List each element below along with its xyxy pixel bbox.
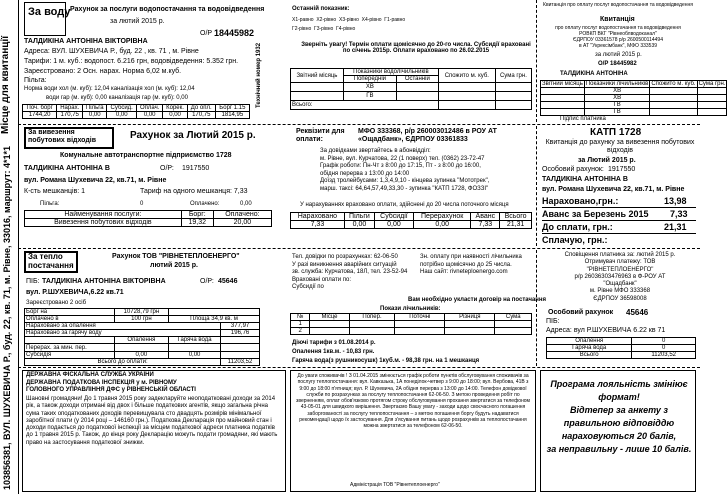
cell: Субсид. xyxy=(107,105,137,112)
cell: 11203,52 xyxy=(221,359,260,366)
trash-paid-label: Оплачено: xyxy=(190,201,220,207)
cell: Борг на xyxy=(25,309,115,316)
cell: 100 грн xyxy=(114,316,168,323)
cell: 0 xyxy=(632,338,696,345)
cell: Опалення xyxy=(114,337,168,344)
trash-calc-table xyxy=(290,212,532,229)
trash-calc-note: У нарахуваннях враховано оплати, здійснені до 20 числа поточного місяця xyxy=(300,202,509,208)
trash-account-label: О/Р: xyxy=(160,165,174,172)
heat-right-address: Адреса: вул Р.ШУХЕВИЧА 6.22 кв 71 xyxy=(546,327,666,334)
water-right-lines: про оплату послуг водопостачання та водовідведення РОВКП ВКГ "Рівнеоблводоканал" ЄДРПОУ 03361578 р/р 2600500114494 в АТ "Укрексімбанк", МФО 333539 xyxy=(555,25,681,49)
cell: 0,00 xyxy=(114,352,168,359)
cell: 0,00 xyxy=(413,221,471,229)
cell: 196,76 xyxy=(221,330,260,337)
water-heading: Рахунок за послуги водопостачання та водовідведення xyxy=(70,6,265,13)
heat-address: вул. Р.ШУХЕВИЧА,6.22 кв.71 xyxy=(26,289,124,296)
heat-title-block: За тепло постачання xyxy=(28,252,74,270)
trash-company: Комунальне автотранспортне підприємство 1728 xyxy=(60,152,232,159)
cell: 19,32 xyxy=(181,219,213,227)
water-norm-cold: Норма води хол (м. куб): 12,04 каналізація хол (м. куб): 12,04 xyxy=(24,86,195,92)
receipt-place-label: Місце для квитанції xyxy=(0,36,11,135)
cell: ГВ xyxy=(584,102,649,109)
water-signature: Підпис платника xyxy=(560,116,606,122)
water-name: ТАЛДИКІНА АНТОНІНА ВІКТОРІВНА xyxy=(24,38,148,45)
trash-account: 1917550 xyxy=(182,165,210,172)
trash-benefit-val: 0 xyxy=(140,201,144,207)
cell: Поч. борг xyxy=(23,105,57,112)
heat-heading: Рахунок ТОВ "РІВНЕТЕПЛОЕНЕРГО" xyxy=(112,253,240,260)
cell: 1 xyxy=(291,321,310,328)
cell: 0 xyxy=(632,345,696,352)
cell: Всього до оплати: xyxy=(25,359,221,366)
water-account-label: О/Р xyxy=(200,30,213,37)
heat-period: лютий 2015 р. xyxy=(150,262,198,269)
water-balance-table xyxy=(22,104,250,119)
vertical-address: 103856381, ВУЛ. ШУХЕВИЧА Р., буд. 22, кв. 71, м. Рівне, 33016, маршрут: 4*1*1 xyxy=(2,146,12,490)
cell: 0,00 xyxy=(107,112,137,119)
heat-table xyxy=(24,308,260,366)
cell: Перерах. за мин. пер. xyxy=(25,344,115,352)
trash-topay-label: До сплати, грн.: xyxy=(542,222,613,232)
cell: Останній xyxy=(396,76,438,83)
cell: 7,33 xyxy=(291,221,345,229)
cell: Поточні xyxy=(395,314,445,321)
trash-rekv-bank: МФО 333368, р/р 260003012486 в РОУ АТ «Ощадбанк», ЄДРПОУ 03361833 xyxy=(358,128,497,143)
water-tariff: Тарифи: 1 м. куб.: водопост. 6.216 грн, водовідведення: 5.352 грн. xyxy=(24,58,239,65)
heat-meter-title: Вам необхідно укласти договір на постачання xyxy=(408,297,547,303)
cell: До опл. xyxy=(187,105,215,112)
trash-rekv-label: Реквізити для оплати: xyxy=(296,128,345,143)
cell: № xyxy=(291,314,310,321)
cell: Оплачено: xyxy=(213,211,271,219)
cell: Різниця xyxy=(445,314,495,321)
cell: Звітний місяць xyxy=(291,69,344,83)
tax-header: ДЕРЖАВНА ФІСКАЛЬНА СЛУЖБА УКРАЇНИ ДЕРЖАВНА ПОДАТКОВА ІНСПЕКЦІЯ у м. РІВНОМУ ГОЛОВНОГО УПРАВЛІННЯ ДФС у РІВНЕНСЬКІЙ ОБЛАСТІ xyxy=(26,372,196,393)
trash-table xyxy=(24,210,272,227)
tech-code: Технічний номер 1932 xyxy=(256,42,262,108)
cell: Субсидії xyxy=(375,213,414,221)
cell: 21,31 xyxy=(500,221,532,229)
heat-name: ТАЛДИКІНА АНТОНІНА ВІКТОРІВНА xyxy=(42,278,166,285)
cell: Аванс xyxy=(471,213,500,221)
cell: Найменування послуги: xyxy=(25,211,182,219)
heat-meter-table xyxy=(290,313,532,335)
water-right-name: ТАЛДИКІНА АНТОНІНА xyxy=(560,71,628,77)
trash-heading: Рахунок за Лютий 2015 р. xyxy=(130,130,256,141)
promo-text: Програма лояльність змініює формат! Відтепер за анкету з правильною відповіддю нараховуються 20 балів, за неправильну - лише 10 балів. xyxy=(546,379,692,454)
cell: 10728,79 грн xyxy=(114,309,168,316)
heat-registered: Зареєстровано 2 осіб xyxy=(26,300,87,306)
water-right-header: Квитанція про оплату послуг водопостачання та водовідведення xyxy=(543,2,693,8)
trash-name: ТАЛДИКІНА АНТОНІНА В xyxy=(24,165,110,172)
heat-tariff-line: Діючі тарифи з 01.08.2014 р. xyxy=(292,340,376,346)
trash-right-period: за Лютий 2015 р. xyxy=(578,157,636,164)
cell: Пільга xyxy=(83,105,107,112)
heat-mid-lines: Тел. довідки по розрахунках: 62-06-50 У разі виникнення аварійних ситуацій зв. служба: Курчатова, 18Л, тел. 23-52-94 Враховані оплати по: Субсидії по xyxy=(292,254,408,290)
cell: Корек. xyxy=(163,105,187,112)
cell: Нараховано за опалення xyxy=(25,323,221,330)
trash-paying-label: Сплачую, грн.: xyxy=(542,235,608,245)
cell: Нараховано за гарячу воду xyxy=(25,330,221,337)
cell: Перерахунок xyxy=(413,213,471,221)
trash-right-title: КАТП 1728 xyxy=(590,127,642,138)
cell: 20,00 xyxy=(213,219,271,227)
water-benefits: Пільга: xyxy=(24,77,47,84)
cell: Попер. xyxy=(349,314,395,321)
cell: 0,00 xyxy=(83,112,107,119)
heat-tariff-heat: Опалення 1кв.м. - 10,83 грн. xyxy=(292,349,375,355)
water-right-company: Квитанція xyxy=(600,16,635,23)
cell: Сума грн. xyxy=(495,69,531,83)
cell: 11203,52 xyxy=(632,352,696,359)
heat-account: 45646 xyxy=(218,278,238,285)
trash-tariff: Тариф на одного мешканця: 7,33 xyxy=(140,188,248,195)
cell: Нараховано xyxy=(291,213,345,221)
cell: Всього xyxy=(500,213,532,221)
cell: Сума грн. xyxy=(698,81,726,87)
water-period: за лютий 2015 р. xyxy=(110,18,165,25)
cell: Вивезення побутових відходів xyxy=(25,219,182,227)
cell: 170,75 xyxy=(187,112,215,119)
heat-right-account-label: Особовий рахунок xyxy=(548,309,614,316)
heat-right-name-label: ПІБ: xyxy=(546,318,560,325)
cell: ГВ xyxy=(343,92,396,101)
cell: 1814,95 xyxy=(215,112,249,119)
trash-right-address: вул. Романа Шухевича 22, кв.71, м. Рівне xyxy=(542,186,685,193)
trash-benefit-label: Пільга: xyxy=(40,201,60,207)
water-address: Адреса: ВУЛ. ШУХЕВИЧА Р., буд. 22 , кв. 71 , м. Рівне xyxy=(24,48,199,55)
heat-right-lines: Сповіщення платника за: лютий 2015 р. Отримувач платежу: ТОВ "РІВНЕТЕПЛОЕНЕРГО" р/р 26036303476963 в Ф-РОУ АТ "Ощадбанк" м. Рівне МФО 333368 ЄДРПОУ 36598008 xyxy=(564,252,676,302)
heat-name-label: ПІБ: xyxy=(26,278,40,285)
trash-advance-label: Аванс за Березень 2015 xyxy=(542,209,649,219)
cell: Місце xyxy=(310,314,349,321)
cell: Сума xyxy=(495,314,532,321)
cell: Борг 1.15 xyxy=(215,105,249,112)
trash-topay: 21,31 xyxy=(664,222,687,232)
cell: Оплач. xyxy=(137,105,163,112)
cell: Борг: xyxy=(181,211,213,219)
cell: Площа 34,9 кв. м xyxy=(169,316,260,323)
cell: 170,75 xyxy=(57,112,83,119)
cell: Всього: xyxy=(291,101,439,110)
tax-text: Шановні громадяни! До 1 травня 2015 року задекларуйте неоподатковані доходи за 2014 рік, а також доходи отримані від двох і більше податкових агентів, якщо загальна річна сума таких оподаткованих доходів перевищувала сто двадцять розмірів мінімальної заробітної плати (у 2014 році – 146160 грн.). Податкова Декларація про майновий стан і доходи подається до податкової інспекції за місцем податкової адреси платника податків до 1 травня 2015 р. Також, до кінця року Декларацію можуть подати громадяни, які мають право на застосування податкової знижки. xyxy=(26,396,278,446)
trash-right-account-label: Особовий рахунок: xyxy=(542,166,604,173)
cell: 2 xyxy=(291,328,310,335)
cell: ХВ xyxy=(584,95,649,102)
cell: 0,00 xyxy=(163,112,187,119)
trash-accrued: 13,98 xyxy=(664,196,687,206)
cell: Показники лічильників xyxy=(585,81,649,87)
water-title: За воду xyxy=(28,6,71,18)
water-right-account: О/Р 18445982 xyxy=(598,61,637,67)
trash-advance: 7,33 xyxy=(670,209,688,219)
cell: Звітний місяць xyxy=(542,81,583,87)
heat-notice-sign: Адміністрація ТОВ "Рівнетеплоенерго" xyxy=(350,482,440,488)
counter-table xyxy=(290,68,532,110)
trash-address: вул. Романа Шухевича 22, кв.71, м. Рівне xyxy=(24,177,167,184)
cell: 377,97 xyxy=(221,323,260,330)
cell: Оплачено в xyxy=(25,316,115,323)
heat-right-account: 45646 xyxy=(626,308,649,317)
trash-right-sub: Квитанція до рахунку за вивезення побутових відходів xyxy=(545,139,695,154)
cell: Всього xyxy=(547,352,632,359)
heat-right-table xyxy=(546,337,696,359)
cell: Попередній xyxy=(343,76,396,83)
cell: Гаряча вода xyxy=(169,337,221,344)
heat-account-label: О/Р: xyxy=(200,278,214,285)
cell: Гаряча вода xyxy=(547,345,632,352)
trash-right-name: ТАЛДИКІНА АНТОНІНА В xyxy=(542,176,628,183)
heat-notice-text: До уваги споживачів ! З 01.04.2015 змінюється графік роботи пунктів обслуговування споживачів за послугу теплопостачання: вул. Кавказька, 1А понеділок-четвер з 9:00 до 18:00; вул. Вербова, 41В з 9:00 до 18:00 п'ятниця; вул. Р. Шухевича, 2А обідня перерва з 13:00 до 14:00. Телефон довідкової служби по розрахунках за послугу теплопостачання 62-06-50. З метою проведення робіт по зверненням, оплат обов'язково протягом строку обслуговування прохання звертатися за телефоном 43-05-01 для швидкого вирішення. Звертаємо Вашу увагу - заходи щодо своєчасного погашення заборгованості за послугу теплопостачання – з метою погашення боргу будуть надаватися рекомендації щодо їх застосування. Для з'ясування питань щодо розрахунків за теплопостачання можна звертатися за телефоном 62-06-50. xyxy=(296,373,530,430)
cell: Спожито м. куб. xyxy=(651,81,696,87)
trash-residents: К-сть мешканців: 1 xyxy=(24,188,86,195)
cell: 1744,20 xyxy=(23,112,57,119)
cell: 0,00 xyxy=(375,221,414,229)
heat-mid-right: Зн. оплату при наявності лічильника потрібно щомісячно до 25 числа. Наш сайт: rivneteploenergo.com xyxy=(420,254,522,275)
cell: Показники водолічильників xyxy=(343,69,438,76)
trash-accrued-label: Нараховано,грн.: xyxy=(542,196,619,206)
trash-paid-val: 0,00 xyxy=(240,201,252,207)
water-account: 18445982 xyxy=(214,28,255,38)
cell: Спожито м. куб. xyxy=(438,69,495,83)
meter-grid: Х1-равно Х2-рівно Х3-рівно Х4-рівно Г1-равно Г2-рівно Г3-рівно Г4-рівно xyxy=(292,17,406,32)
heat-meter-sub: Покази лічильників: xyxy=(380,306,441,312)
water-registered: Зареєстровано: 2 Осн. нарах. Норма 6,02 м.куб. xyxy=(24,68,182,75)
trash-right-account: 1917550 xyxy=(608,166,636,173)
water-notice: Зверніть увагу! Термін оплати щомісячно до 20-го числа. Субсидії враховані по січень 2015р. Оплати враховано по 26.02.2015 xyxy=(301,42,531,54)
water-right-period: за лютий 2015 р. xyxy=(595,52,642,58)
cell: 0,00 xyxy=(169,352,221,359)
cell: 0,00 xyxy=(137,112,163,119)
cell: ГВ xyxy=(584,109,649,116)
cell: 0,00 xyxy=(344,221,374,229)
trash-title: За вивезення побутових відходів xyxy=(28,129,97,144)
heat-tariff-hot: Гаряча вода(з рушникосушк) 1куб.м. - 98,38 грн. на 1 мешканця xyxy=(292,358,480,364)
cell: 7,33 xyxy=(471,221,500,229)
cell: ХВ xyxy=(343,83,396,92)
cell: ХВ xyxy=(584,88,649,95)
cell: Опалення xyxy=(547,338,632,345)
trash-info: За довідками звертайтесь в абонвідділ: м. Рівне, вул. Курчатова, 22 (1 поверх) тел. (0362) 23-72-47 Графік роботи: Пн-Чт з 8:00 до 17:15, Пт - з 8:00 до 16:00, обідня перерва з 13:00 до 14:00 Доїзд тролейбусами: 1,3,4,9,10 - кінцева зупинка "Мототрек", марш. таксі: 64,64,57,49,33,30 - зупинка "КАТП 1728, ФОЗЗІ" xyxy=(320,148,490,192)
cell: Нарах. xyxy=(57,105,83,112)
cell: Пільги xyxy=(344,213,374,221)
meters-label: Останній показник: xyxy=(292,6,350,12)
water-norm-hot: води гар (м. куб): 0,00 каналізація гар (м. куб): 0,00 xyxy=(46,95,188,101)
cell: Субсидія xyxy=(25,352,115,359)
water-right-table xyxy=(540,80,727,116)
